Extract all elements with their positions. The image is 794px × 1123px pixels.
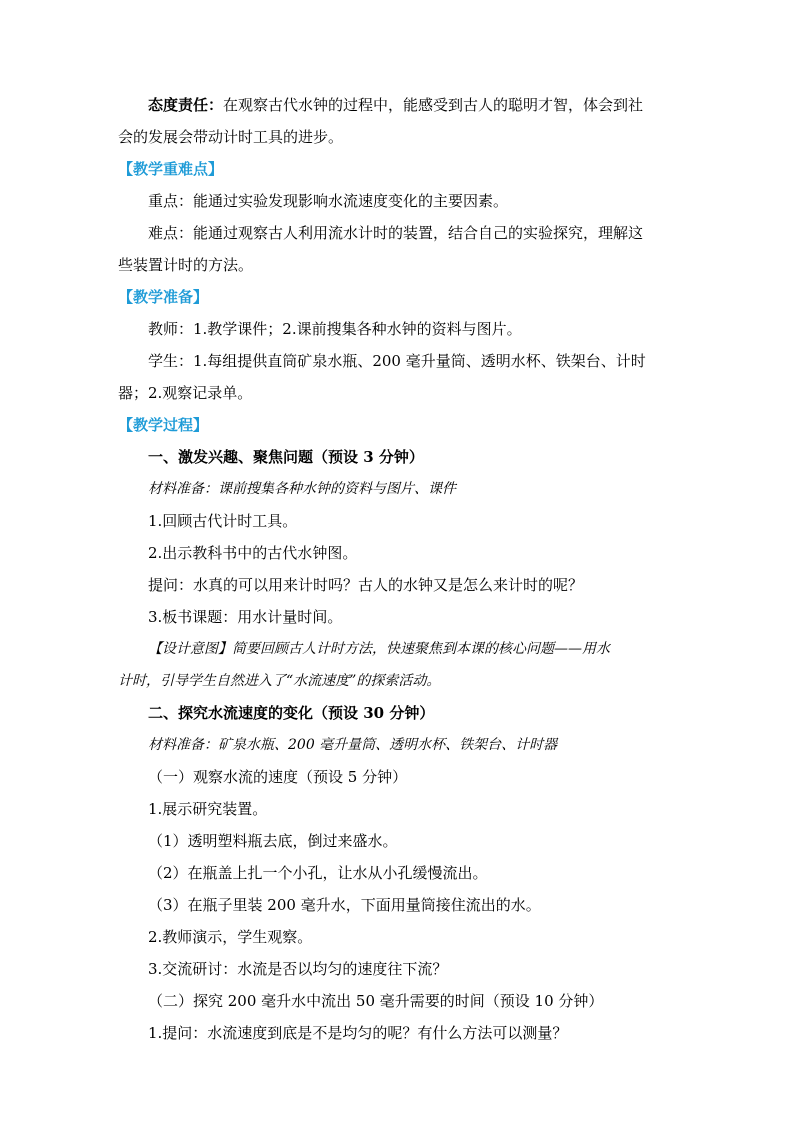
- student-prep-1: 学生：1.每组提供直筒矿泉水瓶、200 毫升量筒、透明水杯、铁架台、计时: [148, 352, 646, 370]
- part2-s1a: （1）透明塑料瓶去底，倒过来盛水。: [148, 832, 398, 850]
- part2-s1c: （3）在瓶子里装 200 毫升水，下面用量筒接住流出的水。: [148, 896, 541, 914]
- part1-question: 提问：水真的可以用来计时吗？古人的水钟又是怎么来计时的呢？: [148, 576, 584, 594]
- part1-step1: 1.回顾古代计时工具。: [148, 512, 298, 530]
- part2-materials: 材料准备：矿泉水瓶、200 毫升量筒、透明水杯、铁架台、计时器: [148, 737, 558, 753]
- part1-design-1: 【设计意图】简要回顾古人计时方法，快速聚焦到本课的核心问题——用水: [148, 641, 610, 657]
- part1-step3: 3.板书课题：用水计量时间。: [148, 608, 343, 626]
- student-prep-2: 器；2.观察记录单。: [118, 384, 253, 402]
- attitude-line-1: [148, 95, 643, 115]
- part1-materials: 材料准备：课前搜集各种水钟的资料与图片、课件: [148, 481, 456, 497]
- preparation-heading: 【教学准备】: [118, 288, 209, 306]
- difficulty-text-2: 些装置计时的方法。: [118, 256, 254, 274]
- part2-s1: 1.展示研究装置。: [148, 800, 268, 818]
- key-points-heading: 【教学重难点】: [118, 160, 224, 178]
- part2-t1: 1.提问：水流速度到底是不是均匀的呢？有什么方法可以测量？: [148, 1024, 568, 1042]
- part2-s3: 3.交流研讨：水流是否以均匀的速度往下流？: [148, 960, 448, 978]
- part1-step2: 2.出示教科书中的古代水钟图。: [148, 544, 358, 562]
- part2-s2: 2.教师演示，学生观察。: [148, 928, 313, 946]
- attitude-label: 态度责任：: [148, 96, 224, 114]
- part1-design-2: 计时，引导学生自然进入了“水流速度”的探索活动。: [118, 673, 441, 689]
- part2-title: 二、探究水流速度的变化（预设 30 分钟）: [148, 704, 435, 722]
- part2-s1b: （2）在瓶盖上扎一个小孔，让水从小孔缓慢流出。: [148, 864, 488, 882]
- teacher-prep: 教师：1.教学课件；2.课前搜集各种水钟的资料与图片。: [148, 320, 522, 338]
- process-heading: 【教学过程】: [118, 416, 209, 434]
- attitude-text-2: 会的发展会带动计时工具的进步。: [118, 128, 344, 146]
- difficulty-text-1: 难点：能通过观察古人利用流水计时的装置，结合自己的实验探究，理解这: [148, 224, 644, 242]
- attitude-text-1: 在观察古代水钟的过程中，能感受到古人的聪明才智，体会到社: [223, 96, 644, 114]
- part2-sub1: （一）观察水流的速度（预设 5 分钟）: [148, 768, 408, 786]
- part2-sub2: （二）探究 200 毫升水中流出 50 毫升需要的时间（预设 10 分钟）: [148, 992, 604, 1010]
- part1-title: 一、激发兴趣、聚焦问题（预设 3 分钟）: [148, 448, 424, 466]
- focus-text: 重点：能通过实验发现影响水流速度变化的主要因素。: [148, 192, 509, 210]
